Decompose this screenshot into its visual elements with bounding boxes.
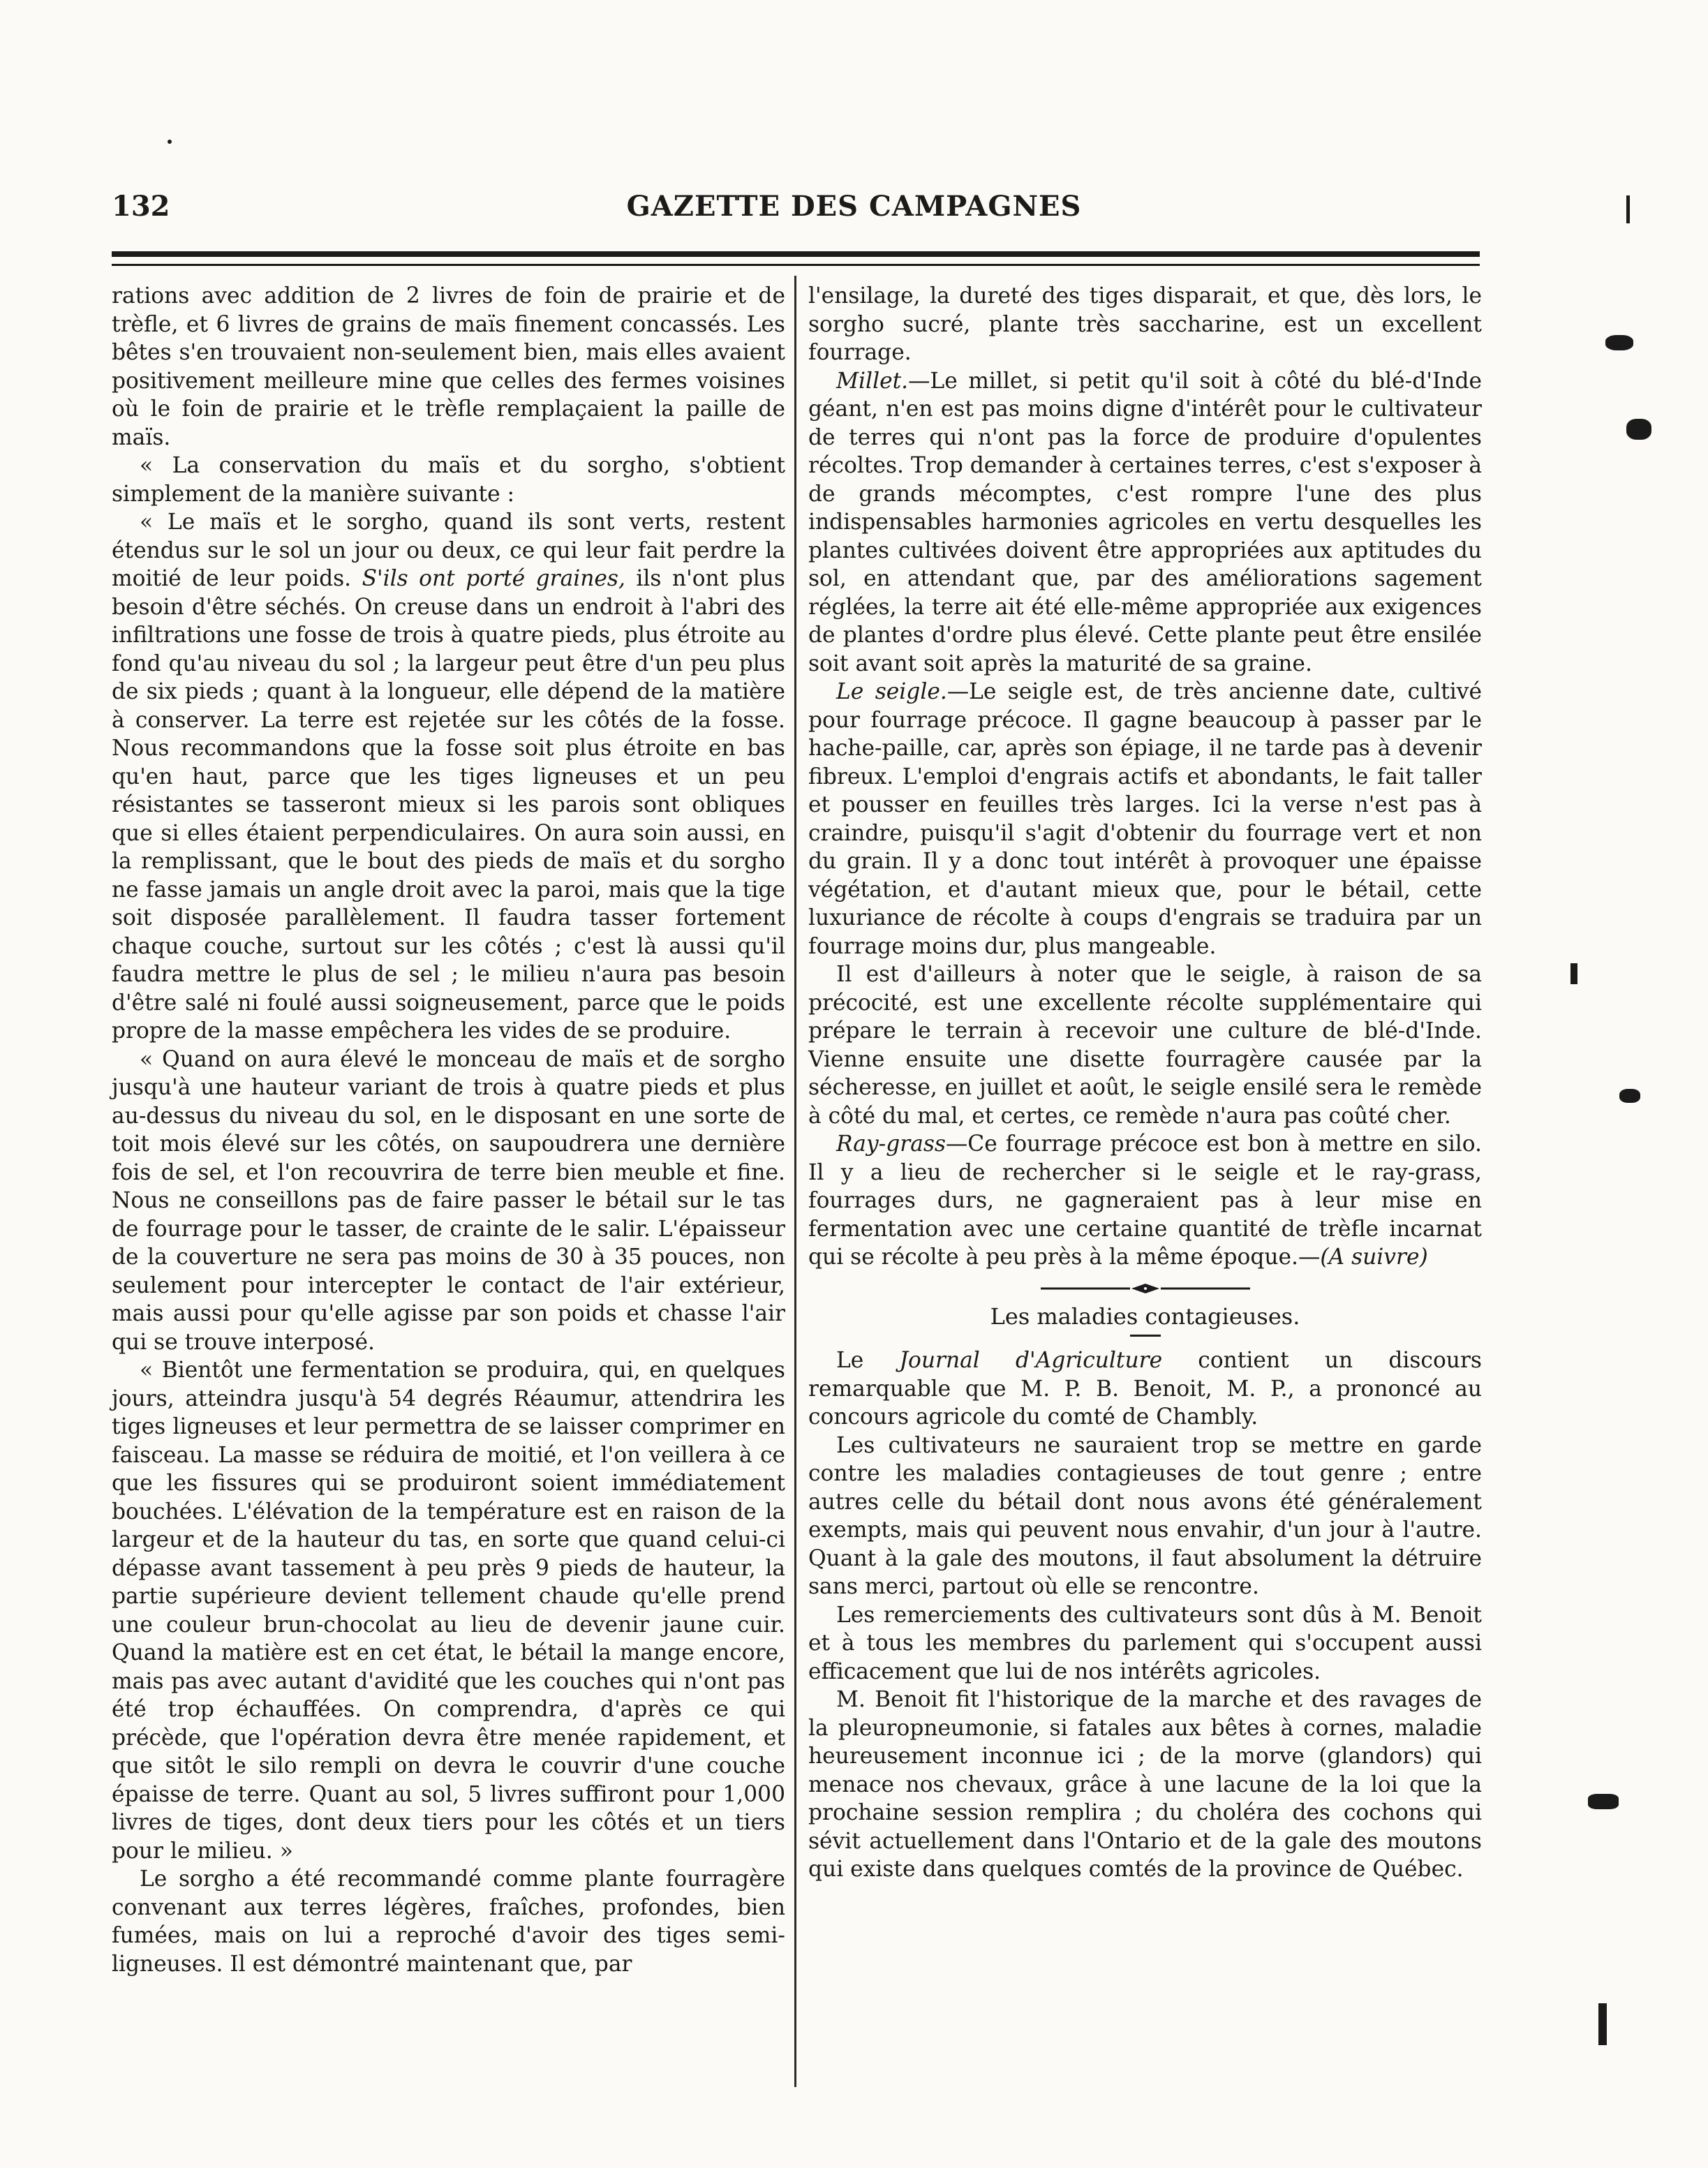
column-divider: [794, 276, 796, 2087]
scan-speck: [1598, 2003, 1607, 2045]
section-label: Ray-grass: [836, 1131, 946, 1157]
scan-speck: [1626, 419, 1651, 440]
section-ornament-icon: [1041, 1282, 1250, 1295]
paragraph: M. Benoit fit l'historique de la marche et des ravages de la pleuropneumonie, si fatales aux bêtes à cornes, maladie heureusement inconnue ici ; de la morve (glandors) qui menace nos chevaux, grâce à une lacune de la loi que la prochaine session remplira ; du choléra des cochons qui sévit actuellement dans l'Ontario et de la gale des moutons qui existe dans quelques comtés de la province de Québec.: [808, 1687, 1482, 1882]
paragraph: [112, 508, 785, 1046]
paragraph: Les remerciements des cultivateurs sont dûs à M. Benoit et à tous les membres du parlement qui s'occupent aussi efficacement que lui de nos intérêts agricoles.: [808, 1602, 1482, 1684]
paragraph-text: —Le millet, si petit qu'il soit à côté du blé-d'Inde géant, n'en est pas moins digne d'intérêt pour le cultivateur de terres qui n'ont pas la force de produire d'opulentes récoltes. Trop demander à certaines terres, c'est s'exposer à de grands mécomptes, c'est rompre l'une des plus indispensables harmonies agricoles en vertu desquelles les plantes cultivées doivent être appropriées aux aptitudes du sol, en attendant que, par des améliorations sagement réglées, la terre ait été elle-même appropriée aux exigences de plantes d'ordre plus élevé. Cette plante peut être ensilée soit avant soit après la maturité de sa graine.: [808, 368, 1482, 676]
paragraph: « La conservation du maïs et du sorgho, s'obtient simplement de la manière suivante :: [112, 453, 785, 507]
section-ray-grass: [808, 1130, 1482, 1272]
article-heading: Les maladies contagieuses.: [990, 1302, 1300, 1330]
page-number: 132: [112, 190, 170, 223]
section-label: Le seigle.: [836, 679, 947, 704]
paragraph-text: ils n'ont plus besoin d'être séchés. On creuse dans un endroit à l'abri des infiltrations une fosse de trois à quatre pieds, plus étroite au fond qu'au niveau du sol ; la largeur peut être d'un peu plus de six pieds ; quant à la longueur, elle dépend de la matière à conserver. La terre est rejetée sur les côtés de la fosse. Nous recommandons que la fosse soit plus étroite en bas qu'en haut, parce que les tiges ligneuses et un peu résistantes se tasseront mieux si les parois sont obliques que si elles étaient perpendiculaires. On aura soin aussi, en la remplissant, que le bout des pieds de maïs et du sorgho ne fasse jamais un angle droit avec la paroi, mais que la tige soit disposée parallèlement. Il faudra tasser fortement chaque couche, surtout sur les côtés ; c'est là aussi qu'il faudra mettre le plus de sel ; le milieu n'aura pas besoin d'être salé ni foulé aussi soigneusement, parce que le poids propre de la masse empêchera les vides de se produire.: [112, 566, 785, 1044]
section-millet: [808, 367, 1482, 678]
running-title: GAZETTE DES CAMPAGNES: [626, 190, 1082, 223]
paragraph: rations avec addition de 2 livres de foin de prairie et de trèfle, et 6 livres de grains de maïs finement concassés. Les bêtes s'en trouvaient non-seulement bien, mais elles avaient positivement meilleure mine que celles des fermes voisines où le foin de prairie et le trèfle remplaçaient la paille de maïs.: [112, 283, 785, 450]
paragraph: « Bientôt une fermentation se produira, qui, en quelques jours, atteindra jusqu'à 54 degrés Réaumur, attendrira les tiges ligneuses et leur permettra de se laisser comprimer en faisceau. La masse se réduira de moitié, et l'on veillera à ce que les fissures qui se produiront soient immédiatement bouchées. L'élévation de la température est en raison de la largeur et de la hauteur du tas, en sorte que quand celui-ci dépasse avant tassement à peu près 9 pieds de hauteur, la partie supérieure devient tellement chaude qu'elle prend une couleur brun-chocolat au lieu de devenir jaune cuir. Quand la matière est en cet état, le bétail la mange encore, mais pas avec autant d'avidité que les couches qui n'ont pas été trop échauffées. On comprendra, d'après ce qui précède, que l'opération devra être menée rapidement, et que sitôt le silo rempli on devra le couvrir d'une couche épaisse de terre. Quant au sol, 5 livres suffiront pour 1,000 livres de tiges, dont deux tiers pour les côtés et un tiers pour le milieu. »: [112, 1358, 785, 1864]
left-column: [112, 282, 785, 1978]
scan-speck: [1605, 335, 1633, 350]
paragraph: Les cultivateurs ne sauraient trop se mettre en garde contre les maladies contagieuses de tout genre ; entre autres celle du bétail dont nous avons été généralement exempts, mais qui peuvent nous envahir, d'un jour à l'autre. Quant à la gale des moutons, il faut absolument la détruire sans merci, partout où elle se rencontre.: [808, 1432, 1482, 1599]
paragraph-text: Le: [836, 1348, 900, 1373]
scan-speck: [1619, 1089, 1640, 1103]
right-column: [808, 282, 1482, 1884]
header-rule-thick: [112, 251, 1480, 257]
header-rule-thin: [112, 264, 1480, 266]
journal-title: Journal d'Agriculture: [899, 1348, 1163, 1373]
paragraph: l'ensilage, la dureté des tiges disparait, et que, dès lors, le sorgho sucré, plante très saccharine, est un excellent fourrage.: [808, 283, 1482, 365]
paragraph: « Quand on aura élevé le monceau de maïs et de sorgho jusqu'à une hauteur variant de trois à quatre pieds et plus au-dessus du niveau du sol, en le disposant en une sorte de toit mois élevé sur les côtés, on saupoudrera une dernière fois de sel, et l'on recouvrira de terre bien meuble et fine. Nous ne conseillons pas de faire passer le bétail sur le tas de fourrage pour le tasser, de crainte de le salir. L'épaisseur de la couverture ne sera pas moins de 30 à 35 pouces, non seulement pour intercepter le contact de l'air extérieur, mais aussi pour qu'elle agisse par son poids et chasse l'air qui se trouve interposé.: [112, 1046, 785, 1355]
scan-speck: [1570, 963, 1577, 984]
section-seigle: [808, 678, 1482, 960]
paragraph-text: —Le seigle est, de très ancienne date, cultivé pour fourrage précoce. Il gagne beaucoup à passer par le hache-paille, car, après son épiage, il ne tarde pas à devenir fibreux. L'emploi d'engrais actifs et abondants, le fait taller et pousser en feuilles très larges. Ici la verse n'est pas à craindre, puisqu'il s'agit d'obtenir du fourrage vert et non du grain. Il y a donc tout intérêt à provoquer une épaisse végétation, et d'autant mieux que, pour le bétail, cette luxuriance de récolte à coups d'engrais se traduira par un fourrage moins dur, plus mangeable.: [808, 679, 1483, 959]
scan-speck: [1588, 1794, 1619, 1809]
paragraph: Il est d'ailleurs à noter que le seigle, à raison de sa précocité, est une excellente récolte supplémentaire qui prépare le terrain à recevoir une culture de blé-d'Inde. Vienne ensuite une disette fourragère causée par la sécheresse, en juillet et août, le seigle ensilé sera le remède à côté du mal, et certes, ce remède n'aura pas coûté cher.: [808, 962, 1482, 1129]
emphasis-text: S'ils ont porté graines,: [362, 566, 625, 591]
section-label: Millet.: [836, 368, 909, 394]
scan-speck: [1626, 195, 1630, 223]
paragraph: Le sorgho a été recommandé comme plante fourragère convenant aux terres légères, fraîches, profondes, bien fumées, mais on lui a reproché d'avoir des tiges semi-ligneuses. Il est démontré maintenant que, par: [112, 1866, 785, 1977]
continuation-note: —(A suivre): [1298, 1245, 1428, 1270]
scan-speck: [168, 140, 172, 144]
paragraph: [808, 1346, 1482, 1432]
paragraph-text: —Ce fourrage précoce est bon à mettre en silo. Il y a lieu de rechercher si le seigle et le ray-grass, fourrages durs, ne gagneraient pas à leur mise en fermentation avec une certaine quantité de trèfle incarnat qui se récolte à peu près à la même époque.: [808, 1131, 1482, 1270]
paragraph-text: contient un discours remarquable que M. P. B. Benoit, M. P., a prononcé au concours agricole du comté de Chambly.: [808, 1348, 1482, 1430]
heading-rule: [1130, 1335, 1161, 1337]
paragraph-text: « Le maïs et le sorgho, quand ils sont verts, restent étendus sur le sol un jour ou deux, ce qui leur fait perdre la moitié de leur poids.: [112, 510, 785, 591]
